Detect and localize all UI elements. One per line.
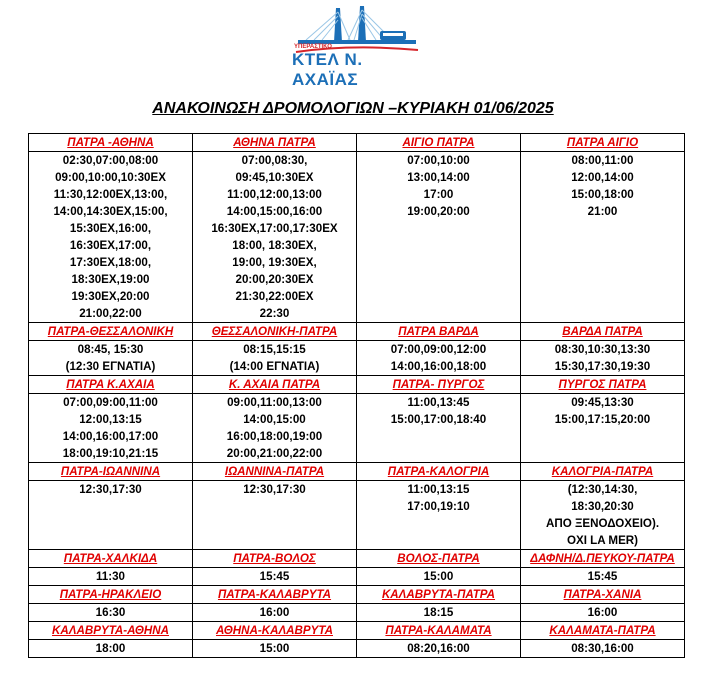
- route-times-cell: [357, 152, 521, 323]
- departure-times: 16:00,18:00,19:00: [226, 430, 323, 443]
- route-name: ΒΟΛΟΣ-ΠΑΤΡΑ: [357, 550, 521, 568]
- departure-times: 11:30,12:00ΕΧ,13:00,: [53, 188, 168, 201]
- departure-times: 08:30,10:30,13:30: [554, 343, 651, 356]
- departure-times: 09:00,10:00,10:30ΕΧ: [55, 171, 166, 184]
- route-header-row: [29, 550, 685, 568]
- route-times-cell: [29, 604, 193, 622]
- departure-times: 07:00,10:00: [407, 154, 470, 167]
- ktel-logo: [292, 6, 422, 89]
- departure-times: 20:00,20:30ΕΧ: [235, 273, 314, 286]
- route-header-row: [29, 323, 685, 341]
- departure-times: 11:00,12:00,13:00: [227, 188, 322, 201]
- departure-times: 08:20,16:00: [407, 642, 470, 655]
- route-header-row: [29, 586, 685, 604]
- departure-times: 18:30ΕΧ,19:00: [71, 273, 150, 286]
- route-times-cell: [521, 481, 685, 550]
- route-name: ΑΘΗΝΑ ΠΑΤΡΑ: [193, 134, 357, 152]
- route-times-cell: [521, 152, 685, 323]
- brand-name: ΚΤΕΛ Ν. ΑΧΑΪΑΣ: [292, 50, 363, 89]
- route-times-cell: [357, 341, 521, 376]
- route-times-cell: [193, 604, 357, 622]
- departure-times: 14:00,14:30ΕΧ,15:00,: [53, 205, 168, 218]
- route-name: ΠΑΤΡΑ-ΒΟΛΟΣ: [193, 550, 357, 568]
- route-times-cell: [357, 568, 521, 586]
- departure-times: 17:30ΕΧ,18:00,: [69, 256, 152, 269]
- departure-times: 15:00,17:00,18:40: [390, 413, 487, 426]
- departure-times: (12:30 ΕΓΝΑΤΙΑ): [65, 360, 156, 373]
- route-times-row: [29, 152, 685, 323]
- departure-times: 02:30,07:00,08:00: [62, 154, 159, 167]
- route-name: ΠΑΤΡΑ-ΘΕΣΣΑΛΟΝΙΚΗ: [29, 323, 193, 341]
- route-header-row: [29, 622, 685, 640]
- route-times-row: [29, 481, 685, 550]
- route-times-row: [29, 640, 685, 658]
- route-name: ΘΕΣΣΑΛΟΝΙΚΗ-ΠΑΤΡΑ: [193, 323, 357, 341]
- departure-times: ΑΠΟ ΞΕΝΟΔΟΧΕΙΟ).: [545, 517, 660, 530]
- departure-times: 15:45: [587, 570, 618, 583]
- departure-times: 09:45,13:30: [571, 396, 634, 409]
- route-name: ΚΑΛΑΜΑΤΑ-ΠΑΤΡΑ: [521, 622, 685, 640]
- departure-times: 08:45, 15:30: [77, 343, 144, 356]
- route-times-cell: [29, 341, 193, 376]
- departure-times: 08:00,11:00: [571, 154, 634, 167]
- route-times-cell: [29, 640, 193, 658]
- departure-times: 14:00,16:00,18:00: [390, 360, 487, 373]
- route-name: ΔΑΦΝΗ/Δ.ΠΕΥΚΟΥ-ΠΑΤΡΑ: [521, 550, 685, 568]
- route-name: ΑΙΓΙΟ ΠΑΤΡΑ: [357, 134, 521, 152]
- route-name: ΠΑΤΡΑ Κ.ΑΧΑΙΑ: [29, 376, 193, 394]
- departure-times: 19:00,20:00: [407, 205, 470, 218]
- route-times-cell: [29, 152, 193, 323]
- departure-times: 07:00,09:00,12:00: [390, 343, 487, 356]
- departure-times: OXI LA MER): [566, 534, 639, 547]
- departure-times: 16:30ΕΧ,17:00,: [69, 239, 152, 252]
- route-times-cell: [521, 604, 685, 622]
- route-times-cell: [193, 568, 357, 586]
- brand-subtitle: ΥΠΕΡΑΣΤΙΚΟ: [294, 44, 332, 50]
- route-name: ΑΘΗΝΑ-ΚΑΛΑΒΡΥΤΑ: [193, 622, 357, 640]
- departure-times: 22:30: [259, 307, 290, 320]
- departure-times: 15:00: [259, 642, 290, 655]
- route-times-cell: [193, 640, 357, 658]
- route-name: ΙΩΑΝΝΙΝΑ-ΠΑΤΡΑ: [193, 463, 357, 481]
- route-times-cell: [193, 481, 357, 550]
- route-times-cell: [357, 604, 521, 622]
- route-name: ΠΑΤΡΑ ΑΙΓΙΟ: [521, 134, 685, 152]
- departure-times: 16:00: [587, 606, 618, 619]
- departure-times: 18:15: [423, 606, 454, 619]
- departure-times: (14:00 ΕΓΝΑΤΙΑ): [229, 360, 320, 373]
- departure-times: 16:00: [259, 606, 290, 619]
- departure-times: 11:00,13:15: [407, 483, 470, 496]
- departure-times: 12:00,14:00: [571, 171, 634, 184]
- departure-times: 21:00,22:00: [79, 307, 142, 320]
- route-times-cell: [357, 481, 521, 550]
- departure-times: 11:30: [95, 570, 125, 583]
- departure-times: 19:00, 19:30ΕΧ,: [232, 256, 317, 269]
- route-name: ΠΑΤΡΑ-ΧΑΛΚΙΔΑ: [29, 550, 193, 568]
- departure-times: 18:00: [95, 642, 126, 655]
- route-times-cell: [357, 640, 521, 658]
- departure-times: 15:45: [259, 570, 290, 583]
- departure-times: 11:00,13:45: [407, 396, 470, 409]
- departure-times: 18:00,19:10,21:15: [62, 447, 159, 460]
- route-times-cell: [29, 568, 193, 586]
- departure-times: 21:30,22:00ΕΧ: [235, 290, 314, 303]
- departure-times: 19:30ΕΧ,20:00: [71, 290, 150, 303]
- departure-times: 15:00,17:15,20:00: [554, 413, 651, 426]
- departure-times: 15:30,17:30,19:30: [554, 360, 651, 373]
- route-times-row: [29, 341, 685, 376]
- departure-times: 16:30ΕΧ,17:00,17:30ΕΧ: [211, 222, 338, 235]
- route-times-cell: [29, 394, 193, 463]
- route-times-cell: [521, 568, 685, 586]
- departure-times: 15:30ΕΧ,16:00,: [69, 222, 152, 235]
- route-times-cell: [521, 640, 685, 658]
- route-header-row: [29, 463, 685, 481]
- route-name: ΠΑΤΡΑ-ΧΑΝΙΑ: [521, 586, 685, 604]
- schedule-table: [28, 133, 685, 658]
- route-name: ΠΑΤΡΑ -ΑΘΗΝΑ: [29, 134, 193, 152]
- route-name: ΒΑΡΔΑ ΠΑΤΡΑ: [521, 323, 685, 341]
- route-name: ΠΑΤΡΑ ΒΑΡΔΑ: [357, 323, 521, 341]
- departure-times: 12:30,17:30: [243, 483, 306, 496]
- departure-times: 09:45,10:30ΕΧ: [235, 171, 314, 184]
- route-name: ΠΑΤΡΑ-ΚΑΛΟΓΡΙΑ: [357, 463, 521, 481]
- route-name: ΠΥΡΓΟΣ ΠΑΤΡΑ: [521, 376, 685, 394]
- departure-times: 08:30,16:00: [571, 642, 634, 655]
- route-times-cell: [193, 341, 357, 376]
- departure-times: (12:30,14:30,: [567, 483, 638, 496]
- departure-times: 17:00,19:10: [407, 500, 470, 513]
- route-name: ΠΑΤΡΑ-ΙΩΑΝΝΙΝΑ: [29, 463, 193, 481]
- departure-times: 07:00,08:30,: [241, 154, 308, 167]
- departure-times: 09:00,11:00,13:00: [227, 396, 322, 409]
- departure-times: 21:00: [587, 205, 618, 218]
- route-times-cell: [521, 394, 685, 463]
- route-times-cell: [521, 341, 685, 376]
- departure-times: 16:30: [95, 606, 126, 619]
- route-name: ΠΑΤΡΑ-ΚΑΛΑΜΑΤΑ: [357, 622, 521, 640]
- route-name: ΚΑΛΑΒΡΥΤΑ-ΠΑΤΡΑ: [357, 586, 521, 604]
- route-name: ΚΑΛΟΓΡΙΑ-ΠΑΤΡΑ: [521, 463, 685, 481]
- route-name: ΠΑΤΡΑ-ΚΑΛΑΒΡΥΤΑ: [193, 586, 357, 604]
- route-name: ΚΑΛΑΒΡΥΤΑ-ΑΘΗΝΑ: [29, 622, 193, 640]
- route-times-row: [29, 568, 685, 586]
- route-times-cell: [357, 394, 521, 463]
- departure-times: 07:00,09:00,11:00: [63, 396, 158, 409]
- departure-times: 18:30,20:30: [571, 500, 634, 513]
- route-times-row: [29, 394, 685, 463]
- departure-times: 17:00: [423, 188, 454, 201]
- departure-times: 15:00,18:00: [571, 188, 634, 201]
- route-times-cell: [193, 152, 357, 323]
- departure-times: 12:00,13:15: [79, 413, 142, 426]
- route-name: ΠΑΤΡΑ-ΗΡΑΚΛΕΙΟ: [29, 586, 193, 604]
- route-header-row: [29, 134, 685, 152]
- departure-times: 20:00,21:00,22:00: [226, 447, 323, 460]
- departure-times: 18:00, 18:30ΕΧ,: [232, 239, 317, 252]
- route-times-row: [29, 604, 685, 622]
- departure-times: 12:30,17:30: [79, 483, 142, 496]
- route-times-cell: [193, 394, 357, 463]
- departure-times: 13:00,14:00: [407, 171, 470, 184]
- departure-times: 08:15,15:15: [243, 343, 306, 356]
- departure-times: 14:00,15:00,16:00: [226, 205, 323, 218]
- page-title: ΑΝΑΚΟΙΝΩΣΗ ΔΡΟΜΟΛΟΓΙΩΝ –ΚΥΡΙΑΚΗ 01/06/2025: [152, 100, 554, 117]
- departure-times: 14:00,16:00,17:00: [62, 430, 159, 443]
- departure-times: 15:00: [423, 570, 454, 583]
- route-header-row: [29, 376, 685, 394]
- departure-times: 14:00,15:00: [243, 413, 306, 426]
- route-name: Κ. ΑΧΑΙΑ ΠΑΤΡΑ: [193, 376, 357, 394]
- route-times-cell: [29, 481, 193, 550]
- route-name: ΠΑΤΡΑ- ΠΥΡΓΟΣ: [357, 376, 521, 394]
